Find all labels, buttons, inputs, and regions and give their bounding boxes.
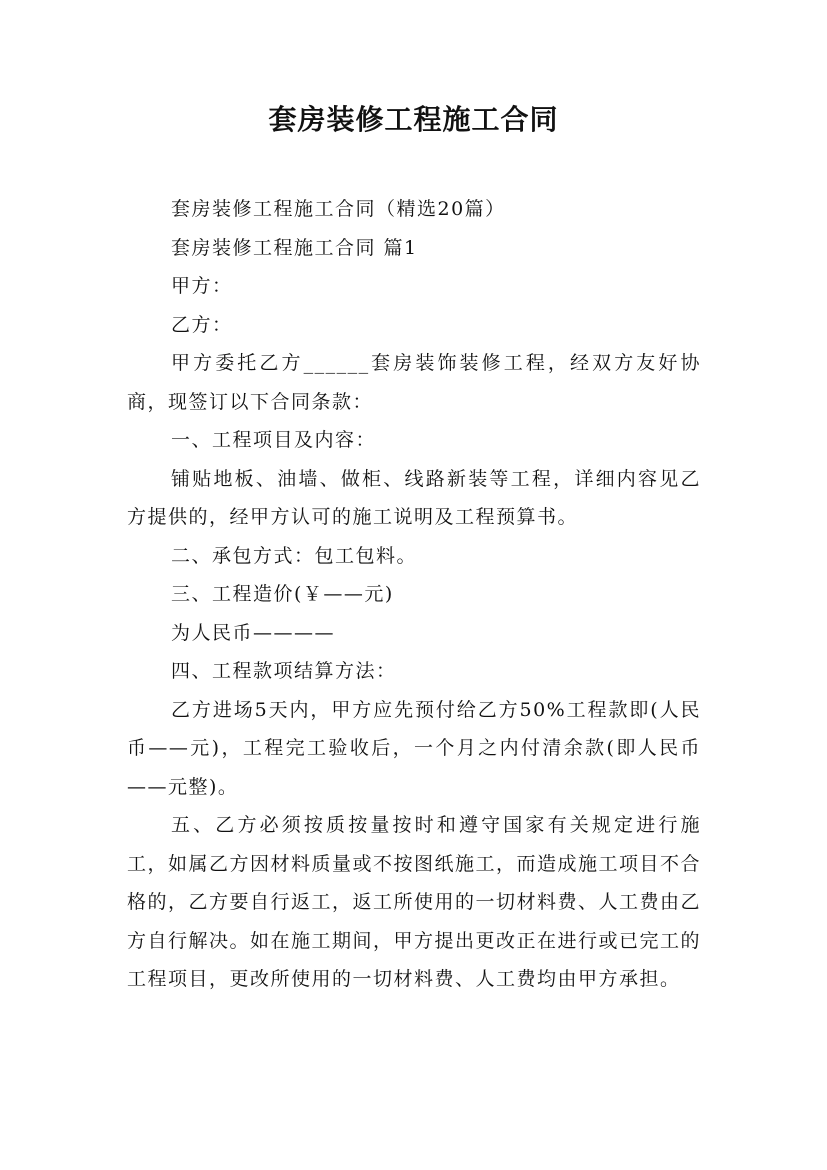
paragraph-party-a: 甲方：	[171, 275, 233, 297]
paragraph-clause-1-body: 铺贴地板、油墙、做柜、线路新装等工程，详细内容见乙方提供的，经甲方认可的施工说明及工程预算书。	[127, 467, 701, 528]
document-title: 套房装修工程施工合同	[268, 103, 559, 136]
paragraph-clause-4-heading: 四、工程款项结算方法：	[171, 660, 397, 682]
paragraph-subtitle: 套房装修工程施工合同（精选20篇）	[171, 198, 506, 220]
paragraph-clause-3-amount: 为人民币————	[171, 621, 336, 644]
paragraph-clause-3: 三、工程造价(￥——元)	[171, 583, 394, 605]
paragraph-intro: 甲方委托乙方______套房装饰装修工程，经双方友好协商，现签订以下合同条款：	[127, 352, 701, 413]
paragraph-clause-4-body: 乙方进场5天内，甲方应先预付给乙方50%工程款即(人民币——元)，工程完工验收后，一个月之内付清余款(即人民币——元整)。	[127, 698, 701, 798]
paragraph-clause-5: 五、乙方必须按质按量按时和遵守国家有关规定进行施工，如属乙方因材料质量或不按图纸施工，而造成施工项目不合格的，乙方要自行返工，返工所使用的一切材料费、人工费由乙方自行解决。如在施工期间，甲方提出更改正在进行或已完工的工程项目，更改所使用的一切材料费、人工费均由甲方承担。	[127, 814, 702, 990]
document-body	[127, 190, 701, 999]
paragraph-clause-2: 二、承包方式：包工包料。	[171, 544, 418, 567]
paragraph-clause-1-heading: 一、工程项目及内容：	[171, 429, 377, 451]
paragraph-section-heading: 套房装修工程施工合同 篇1	[171, 236, 418, 259]
paragraph-party-b: 乙方：	[171, 313, 233, 336]
